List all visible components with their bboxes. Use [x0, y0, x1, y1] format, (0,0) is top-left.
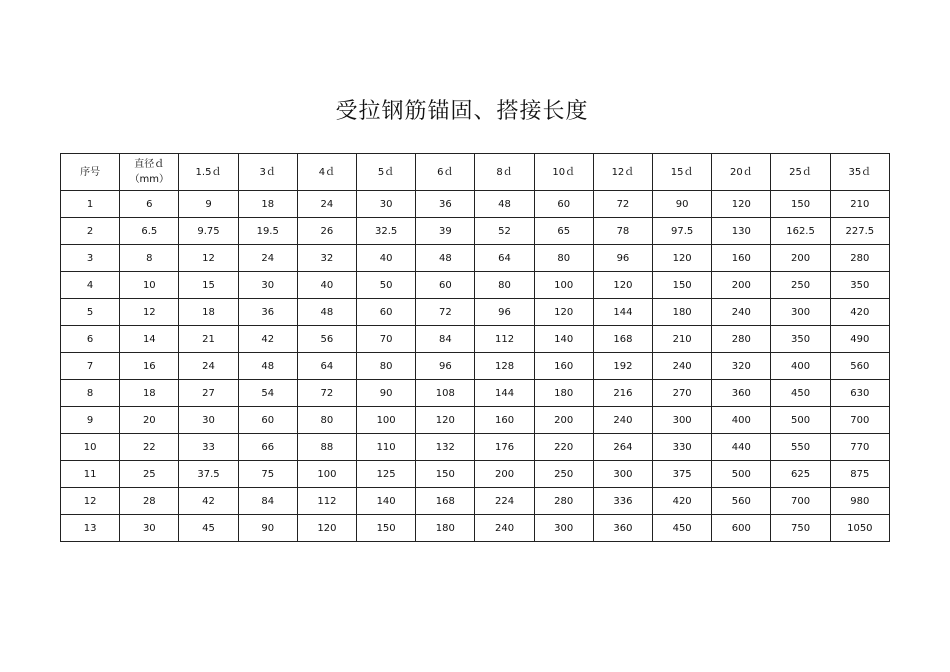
table-cell: 150: [653, 272, 712, 299]
table-row: [61, 461, 890, 488]
table-cell: 176: [475, 434, 534, 461]
table-cell: 140: [534, 326, 593, 353]
table-cell: 150: [416, 461, 475, 488]
table-cell: 10: [120, 272, 179, 299]
row-index-cell: 1: [61, 191, 120, 218]
table-cell: 500: [771, 407, 830, 434]
table-cell: 375: [653, 461, 712, 488]
table-cell: 24: [179, 353, 238, 380]
table-cell: 200: [475, 461, 534, 488]
table-cell: 770: [830, 434, 889, 461]
table-cell: 64: [475, 245, 534, 272]
table-cell: 60: [238, 407, 297, 434]
column-header: [120, 154, 179, 191]
table-cell: 350: [771, 326, 830, 353]
table-cell: 48: [238, 353, 297, 380]
table-cell: 25: [120, 461, 179, 488]
table-cell: 400: [771, 353, 830, 380]
table-row: [61, 299, 890, 326]
table-cell: 560: [712, 488, 771, 515]
table-cell: 240: [593, 407, 652, 434]
table-cell: 45: [179, 515, 238, 542]
table-cell: 336: [593, 488, 652, 515]
table-cell: 280: [830, 245, 889, 272]
table-cell: 100: [297, 461, 356, 488]
table-cell: 450: [771, 380, 830, 407]
table-cell: 6: [120, 191, 179, 218]
table-cell: 625: [771, 461, 830, 488]
table-cell: 120: [712, 191, 771, 218]
table-cell: 300: [534, 515, 593, 542]
table-cell: 240: [475, 515, 534, 542]
table-cell: 168: [416, 488, 475, 515]
table-cell: 78: [593, 218, 652, 245]
table-cell: 110: [357, 434, 416, 461]
table-cell: 125: [357, 461, 416, 488]
column-header: [593, 154, 652, 191]
table-cell: 440: [712, 434, 771, 461]
table-cell: 72: [416, 299, 475, 326]
table-cell: 120: [534, 299, 593, 326]
table-cell: 90: [238, 515, 297, 542]
column-header: [61, 154, 120, 191]
table-cell: 270: [653, 380, 712, 407]
table-row: [61, 407, 890, 434]
table-cell: 140: [357, 488, 416, 515]
table-cell: 37.5: [179, 461, 238, 488]
table-cell: 9: [179, 191, 238, 218]
table-cell: 130: [712, 218, 771, 245]
row-index-cell: 7: [61, 353, 120, 380]
table-cell: 100: [357, 407, 416, 434]
table-cell: 112: [297, 488, 356, 515]
table-row: [61, 434, 890, 461]
row-index-cell: 13: [61, 515, 120, 542]
table-cell: 12: [120, 299, 179, 326]
table-cell: 630: [830, 380, 889, 407]
table-cell: 84: [416, 326, 475, 353]
table-cell: 36: [238, 299, 297, 326]
table-cell: 48: [297, 299, 356, 326]
table-cell: 420: [830, 299, 889, 326]
row-index-cell: 3: [61, 245, 120, 272]
table-cell: 18: [238, 191, 297, 218]
table-cell: 180: [653, 299, 712, 326]
column-header-label: 3ｄ: [259, 166, 276, 178]
table-row: [61, 380, 890, 407]
column-header-label: 15ｄ: [670, 166, 694, 178]
table-cell: 120: [297, 515, 356, 542]
table-cell: 40: [297, 272, 356, 299]
table-row: [61, 353, 890, 380]
table-cell: 490: [830, 326, 889, 353]
table-cell: 18: [120, 380, 179, 407]
column-header-label: 25ｄ: [789, 166, 812, 178]
table-cell: 50: [357, 272, 416, 299]
column-header-label: 12ｄ: [611, 166, 635, 178]
table-cell: 80: [357, 353, 416, 380]
column-header-label: 序号: [80, 166, 101, 178]
table-cell: 72: [593, 191, 652, 218]
column-header: [712, 154, 771, 191]
table-cell: 16: [120, 353, 179, 380]
table-cell: 420: [653, 488, 712, 515]
table-cell: 96: [593, 245, 652, 272]
table-cell: 84: [238, 488, 297, 515]
table-cell: 42: [179, 488, 238, 515]
table-cell: 550: [771, 434, 830, 461]
table-cell: 160: [534, 353, 593, 380]
table-cell: 64: [297, 353, 356, 380]
row-index-cell: 8: [61, 380, 120, 407]
column-header-label: （mm）: [129, 174, 170, 185]
table-cell: 700: [771, 488, 830, 515]
table-cell: 150: [771, 191, 830, 218]
row-index-cell: 4: [61, 272, 120, 299]
table-cell: 18: [179, 299, 238, 326]
table-cell: 180: [416, 515, 475, 542]
column-header-label: 20ｄ: [729, 166, 753, 178]
table-row: [61, 191, 890, 218]
table-cell: 52: [475, 218, 534, 245]
table-cell: 24: [297, 191, 356, 218]
table-cell: 36: [416, 191, 475, 218]
column-header: [653, 154, 712, 191]
table-cell: 250: [534, 461, 593, 488]
column-header-label: 直径ｄ: [134, 159, 165, 170]
table-cell: 42: [238, 326, 297, 353]
table-row: [61, 245, 890, 272]
table-cell: 90: [357, 380, 416, 407]
column-header-label: 8ｄ: [496, 166, 513, 178]
table-cell: 54: [238, 380, 297, 407]
table-cell: 160: [475, 407, 534, 434]
row-index-cell: 11: [61, 461, 120, 488]
table-body: [61, 191, 890, 542]
table-cell: 144: [593, 299, 652, 326]
table-cell: 360: [712, 380, 771, 407]
table-cell: 360: [593, 515, 652, 542]
table-cell: 48: [475, 191, 534, 218]
column-header: [475, 154, 534, 191]
table-cell: 192: [593, 353, 652, 380]
table-cell: 8: [120, 245, 179, 272]
table-cell: 20: [120, 407, 179, 434]
table-cell: 227.5: [830, 218, 889, 245]
table-cell: 210: [830, 191, 889, 218]
row-index-cell: 6: [61, 326, 120, 353]
table-cell: 500: [712, 461, 771, 488]
table-cell: 60: [357, 299, 416, 326]
table-cell: 97.5: [653, 218, 712, 245]
row-index-cell: 10: [61, 434, 120, 461]
table-cell: 96: [475, 299, 534, 326]
table-cell: 144: [475, 380, 534, 407]
table-cell: 300: [771, 299, 830, 326]
column-header-label: 4ｄ: [318, 166, 336, 178]
table-cell: 66: [238, 434, 297, 461]
row-index-cell: 12: [61, 488, 120, 515]
table-row: [61, 272, 890, 299]
table-cell: 150: [357, 515, 416, 542]
table-cell: 30: [238, 272, 297, 299]
table-cell: 320: [712, 353, 771, 380]
table-cell: 48: [416, 245, 475, 272]
column-header: [238, 154, 297, 191]
column-header-label: 35ｄ: [848, 166, 872, 178]
table-cell: 70: [357, 326, 416, 353]
column-header: [416, 154, 475, 191]
table-cell: 100: [534, 272, 593, 299]
column-header: [771, 154, 830, 191]
table-cell: 200: [534, 407, 593, 434]
table-cell: 32.5: [357, 218, 416, 245]
table-cell: 200: [712, 272, 771, 299]
table-cell: 330: [653, 434, 712, 461]
column-header: [179, 154, 238, 191]
table-cell: 30: [357, 191, 416, 218]
table-cell: 120: [416, 407, 475, 434]
table-cell: 450: [653, 515, 712, 542]
row-index-cell: 9: [61, 407, 120, 434]
column-header: [534, 154, 593, 191]
table-cell: 30: [179, 407, 238, 434]
table-cell: 96: [416, 353, 475, 380]
column-header: [357, 154, 416, 191]
column-header-label: 5ｄ: [377, 166, 395, 178]
column-header-label: 6ｄ: [437, 166, 454, 178]
table-cell: 75: [238, 461, 297, 488]
table-cell: 30: [120, 515, 179, 542]
table-cell: 300: [653, 407, 712, 434]
table-cell: 600: [712, 515, 771, 542]
table-cell: 240: [653, 353, 712, 380]
row-index-cell: 2: [61, 218, 120, 245]
table-cell: 162.5: [771, 218, 830, 245]
table-row: [61, 515, 890, 542]
table-row: [61, 326, 890, 353]
table-cell: 264: [593, 434, 652, 461]
table-cell: 88: [297, 434, 356, 461]
table-cell: 6.5: [120, 218, 179, 245]
table-cell: 21: [179, 326, 238, 353]
table-cell: 90: [653, 191, 712, 218]
table-cell: 80: [534, 245, 593, 272]
table-row: [61, 488, 890, 515]
table-cell: 128: [475, 353, 534, 380]
table-cell: 224: [475, 488, 534, 515]
column-header: [830, 154, 889, 191]
table-cell: 27: [179, 380, 238, 407]
table-cell: 65: [534, 218, 593, 245]
table-cell: 19.5: [238, 218, 297, 245]
table-cell: 220: [534, 434, 593, 461]
column-header: [297, 154, 356, 191]
anchorage-lap-length-table: [60, 153, 890, 542]
table-cell: 350: [830, 272, 889, 299]
table-cell: 120: [593, 272, 652, 299]
table-cell: 108: [416, 380, 475, 407]
table-cell: 300: [593, 461, 652, 488]
table-row: [61, 218, 890, 245]
table-cell: 80: [297, 407, 356, 434]
table-cell: 39: [416, 218, 475, 245]
table-cell: 112: [475, 326, 534, 353]
document-title: 受拉钢筋锚固、搭接长度: [335, 99, 589, 124]
table-cell: 120: [653, 245, 712, 272]
column-header-label: 10ｄ: [552, 166, 576, 178]
table-cell: 80: [475, 272, 534, 299]
table-cell: 200: [771, 245, 830, 272]
table-cell: 280: [534, 488, 593, 515]
table-cell: 33: [179, 434, 238, 461]
table-cell: 132: [416, 434, 475, 461]
table-cell: 750: [771, 515, 830, 542]
table-cell: 180: [534, 380, 593, 407]
table-cell: 24: [238, 245, 297, 272]
table-cell: 40: [357, 245, 416, 272]
table-cell: 15: [179, 272, 238, 299]
table-cell: 28: [120, 488, 179, 515]
table-cell: 400: [712, 407, 771, 434]
table-cell: 160: [712, 245, 771, 272]
table-cell: 12: [179, 245, 238, 272]
table-cell: 22: [120, 434, 179, 461]
table-cell: 32: [297, 245, 356, 272]
table-header-row: [61, 154, 890, 191]
table-cell: 560: [830, 353, 889, 380]
table-cell: 210: [653, 326, 712, 353]
table-cell: 26: [297, 218, 356, 245]
table-cell: 168: [593, 326, 652, 353]
table-cell: 60: [534, 191, 593, 218]
table-cell: 56: [297, 326, 356, 353]
table-cell: 60: [416, 272, 475, 299]
table-cell: 280: [712, 326, 771, 353]
table-cell: 9.75: [179, 218, 238, 245]
table-cell: 700: [830, 407, 889, 434]
table-cell: 250: [771, 272, 830, 299]
table-cell: 14: [120, 326, 179, 353]
table-cell: 240: [712, 299, 771, 326]
table-cell: 1050: [830, 515, 889, 542]
column-header-label: 1.5ｄ: [195, 166, 222, 178]
table-cell: 72: [297, 380, 356, 407]
table-cell: 216: [593, 380, 652, 407]
table-cell: 875: [830, 461, 889, 488]
row-index-cell: 5: [61, 299, 120, 326]
table-cell: 980: [830, 488, 889, 515]
